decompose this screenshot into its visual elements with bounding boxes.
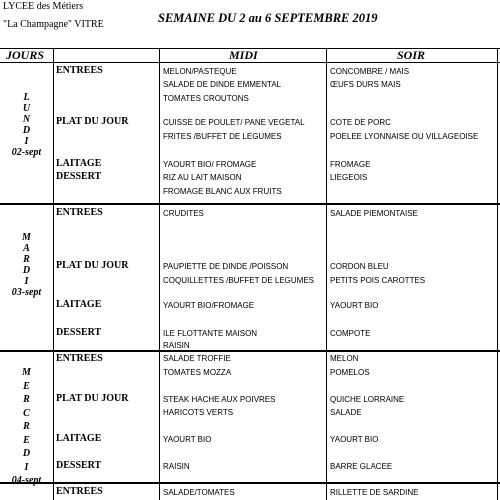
menu-item: HARICOTS VERTS [163, 408, 234, 417]
menu-item: FROMAGE BLANC AUX FRUITS [163, 187, 282, 196]
day-label-tuesday [0, 232, 53, 298]
menu-item: CRUDITES [163, 209, 204, 218]
day-letter: E [23, 380, 30, 392]
menu-item: RILLETTE DE SARDINE [330, 488, 419, 497]
menu-item: PAUPIETTE DE DINDE /POISSON [163, 262, 289, 271]
monday-bottom-border [0, 203, 500, 205]
day-letter: M [22, 367, 31, 378]
menu-item: YAOURT BIO [330, 301, 379, 310]
menu-item: YAOURT BIO [330, 435, 379, 444]
day-letter: A [23, 243, 30, 254]
tuesday-bottom-border [0, 350, 500, 352]
wednesday-bottom-border [0, 482, 500, 484]
day-letter: I [24, 461, 29, 473]
menu-item: STEAK HACHE AUX POIVRES [163, 395, 276, 404]
category-entrees: ENTREES [56, 207, 103, 218]
category-laitage: LAITAGE [56, 158, 102, 169]
menu-item: YAOURT BIO [163, 435, 212, 444]
menu-item: FROMAGE [330, 160, 371, 169]
menu-item: ILE FLOTTANTE MAISON [163, 329, 258, 338]
menu-item: RAISIN [163, 462, 190, 471]
day-letter: D [22, 265, 31, 276]
menu-item: TOMATES MOZZA [163, 368, 232, 377]
menu-item: MELON [330, 354, 359, 363]
menu-item: BARRE GLACEE [330, 462, 393, 471]
day-letter: C [23, 407, 30, 419]
day-letter: D [22, 448, 31, 459]
category-right-border [159, 48, 160, 500]
menu-item: RAISIN [163, 341, 190, 350]
day-letter: E [23, 434, 30, 446]
category-laitage: LAITAGE [56, 299, 102, 310]
menu-item: CUISSE DE POULET/ PANE VEGETAL [163, 118, 305, 127]
jours-right-border [53, 48, 54, 500]
category-dessert: DESSERT [56, 460, 102, 471]
menu-item: COQUILLETTES /BUFFET DE LEGUMES [163, 276, 314, 285]
category-laitage: LAITAGE [56, 433, 102, 444]
day-letter: M [22, 232, 31, 243]
day-letter: U [22, 103, 31, 114]
day-date: 03-sept [11, 287, 42, 298]
day-letter: L [23, 92, 30, 103]
soir-right-border [497, 48, 498, 500]
menu-item: SALADE/TOMATES [163, 488, 235, 497]
category-entrees: ENTREES [56, 353, 103, 364]
menu-item: YAOURT BIO/FROMAGE [163, 301, 255, 310]
menu-item: POMELOS [330, 368, 370, 377]
day-date: 04-sept [11, 475, 42, 486]
menu-item: SALADE [330, 408, 362, 417]
day-letter: R [23, 254, 30, 265]
menu-item: CORDON BLEU [330, 262, 389, 271]
column-header-midi: MIDI [229, 48, 258, 62]
menu-item: COTE DE PORC [330, 118, 391, 127]
day-letter: D [22, 125, 31, 136]
menu-item: RIZ AU LAIT MAISON [163, 173, 242, 182]
category-dessert: DESSERT [56, 327, 102, 338]
menu-item: LIEGEOIS [330, 173, 368, 182]
menu-item: ŒUFS DURS MAIS [330, 80, 401, 89]
menu-item: SALADE TROFFIE [163, 354, 231, 363]
day-label-wednesday [0, 366, 53, 488]
category-plat: PLAT DU JOUR [56, 116, 129, 127]
menu-item: FRITES /BUFFET DE LEGUMES [163, 132, 282, 141]
week-title: SEMAINE DU 2 au 6 SEPTEMBRE 2019 [158, 11, 378, 25]
menu-item: CONCOMBRE / MAIS [330, 67, 410, 76]
day-label-monday [0, 92, 53, 158]
category-plat: PLAT DU JOUR [56, 393, 129, 404]
day-letter: R [23, 421, 30, 432]
menu-item: POELEE LYONNAISE OU VILLAGEOISE [330, 132, 479, 141]
school-location: "La Champagne" VITRE [3, 19, 104, 30]
column-header-soir: SOIR [397, 48, 426, 62]
category-entrees: ENTREES [56, 65, 103, 76]
menu-item: PETITS POIS CAROTTES [330, 276, 426, 285]
school-name: LYCEE des Métiers [3, 1, 84, 12]
menu-item: SALADE PIEMONTAISE [330, 209, 418, 218]
category-entrees: ENTREES [56, 486, 103, 497]
column-header-jours: JOURS [6, 48, 45, 62]
menu-item: YAOURT BIO/ FROMAGE [163, 160, 257, 169]
day-letter: I [24, 136, 29, 147]
category-plat: PLAT DU JOUR [56, 260, 129, 271]
menu-item: COMPOTE [330, 329, 371, 338]
menu-item: TOMATES CROUTONS [163, 94, 249, 103]
day-letter: R [23, 394, 30, 405]
day-letter: I [24, 276, 29, 287]
category-dessert: DESSERT [56, 171, 102, 182]
midi-right-border [326, 48, 327, 500]
day-letter: N [22, 114, 31, 125]
menu-item: SALADE DE DINDE EMMENTAL [163, 80, 282, 89]
menu-item: MELON/PASTEQUE [163, 67, 237, 76]
menu-item: QUICHE LORRAINE [330, 395, 405, 404]
day-date: 02-sept [11, 147, 42, 158]
